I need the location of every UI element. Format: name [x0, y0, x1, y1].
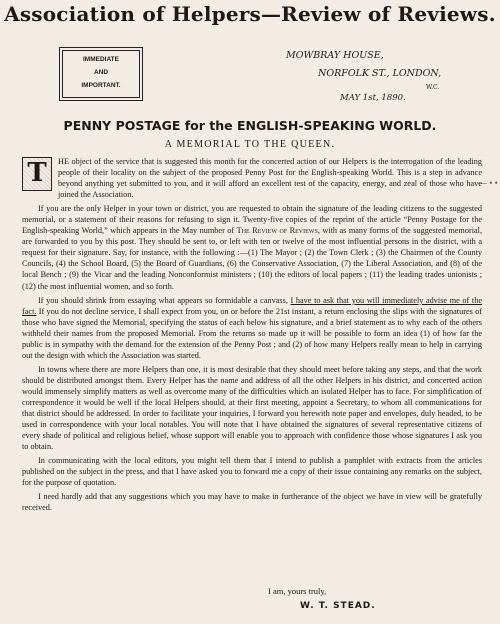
signature-name: W. T. STEAD.: [300, 601, 376, 611]
address-line-2: NORFOLK ST., LONDON,: [318, 68, 442, 79]
paragraph-6: I need hardly add that any suggestions which you may have to make in furtherance of the object we have in view will be gratefully received.: [22, 492, 482, 513]
paragraph-5: In communicating with the local editors, you might tell them that I intend to publish a pamphlet with extracts from the articles published on the subject in the press, and that I have asked you to forward me a copy of their issue containing any remarks on the subject, for the purpose of quotation.: [22, 456, 482, 488]
paragraph-3: [22, 295, 482, 361]
address-line-1: MOWBRAY HOUSE,: [286, 50, 384, 61]
underlined-request: I have to ask that you will immediately advise me of the fact.: [22, 295, 482, 316]
paragraph-3-text-a: If you should shrink from essaying what appears so formidable a canvass,: [38, 295, 291, 305]
letter-body: [22, 156, 482, 516]
paragraph-3-text-b: If you do not decline service, I shall expect from you, on or before the 21st instant, a return enclosing the slips with the signatures of those who have signed the Memorial, specifying the status of each below his signature, and a brief statement as to why each of the others withheld their names from the proposed Memorial. From the returns so made up it will be possible to form an idea (1) of how far the public is in sympathy with the demand for the extension of the Penny Post ; and (2) of how many Helpers really mean to help in carrying out the design with which the Association was started.: [22, 306, 482, 360]
paragraph-2: [22, 203, 482, 291]
paragraph-4: In towns where there are more Helpers than one, it is most desirable that they should meet before taking any steps, and that the work should be distributed amongst them. Every Helper has the name and address of all the other Helpers in his district, and concerted action would immensely simplify matters as well as overcome many of the difficulties which an isolated Helper has to face. For simplification of correspondence it would be well if the local Helpers should, at their first meeting, appoint a Secretary, to whom all communications for that district should be addressed. In order to facilitate your inquiries, I forward you herewith note paper and envelopes, duly headed, to be used in correspondence with your local notables. You will note that I have obtained the signatures of several representative citizens of every shade of political and religious belief, whose support will enable you to approach with confidence those whose signatures I ask you to obtain.: [22, 364, 482, 452]
margin-mark: — • •: [478, 178, 498, 188]
headline: PENNY POSTAGE for the ENGLISH-SPEAKING WORLD.: [63, 118, 437, 133]
subheadline: A MEMORIAL TO THE QUEEN.: [164, 139, 336, 150]
address-postcode: W.C.: [426, 84, 440, 91]
badge-line-2: AND: [93, 69, 109, 76]
paragraph-2-text-b: , with as many forms of the suggested memorial, are forwarded to you by this post. They should be sent to, or left with ten or twelve of the most influential persons in the district, with a request for their signature. Say, for instance, with the following :—(1) The Mayor ; (2) the Town Clerk ; (3) the Chairmen of the County Councils, (4) the School Board, (5) the Board of Guardians, (6) the Conservative Association, (7) the Liberal Association, and (8) of the local Bench ; (9) the Vicar and the leading Nonconformist ministers ; (10) the editors of local papers ; (11) the leading trades unionists ; (12) the most influential women, and so forth.: [22, 226, 483, 291]
masthead-title: Association of Helpers—Review of Reviews.: [4, 2, 496, 26]
paragraph-2-text-a: If you are the only Helper in your town or district, you are requested to obtain the signature of the leading citizens to the suggested memorial, or a statement of their reasons for refusing to sign it. Twenty-five copies of the reprint of the article “Penny Postage for the English-speaking World,” which appears in the May number of: [22, 204, 482, 236]
publication-title: The Review of Reviews: [236, 226, 318, 236]
immediate-badge: [62, 50, 140, 98]
badge-line-1: IMMEDIATE: [83, 56, 119, 63]
drop-cap: T: [22, 157, 52, 191]
paragraph-1-text: HE object of the service that is suggested this month for the concerted action of our Helpers is the interrogation of the leading people of their locality on the subject of the proposed Penny Post for the English-speaking World. This is a step in advance beyond anything yet submitted to you, and it will afford an excellent test of the capacity, energy, and zeal of those who have joined the Association.: [58, 157, 482, 200]
letter-date: MAY 1st, 1890.: [340, 93, 406, 103]
badge-line-3: IMPORTANT.: [81, 82, 121, 89]
paragraph-1: [22, 156, 482, 200]
closing-line: I am, yours truly,: [268, 586, 327, 596]
